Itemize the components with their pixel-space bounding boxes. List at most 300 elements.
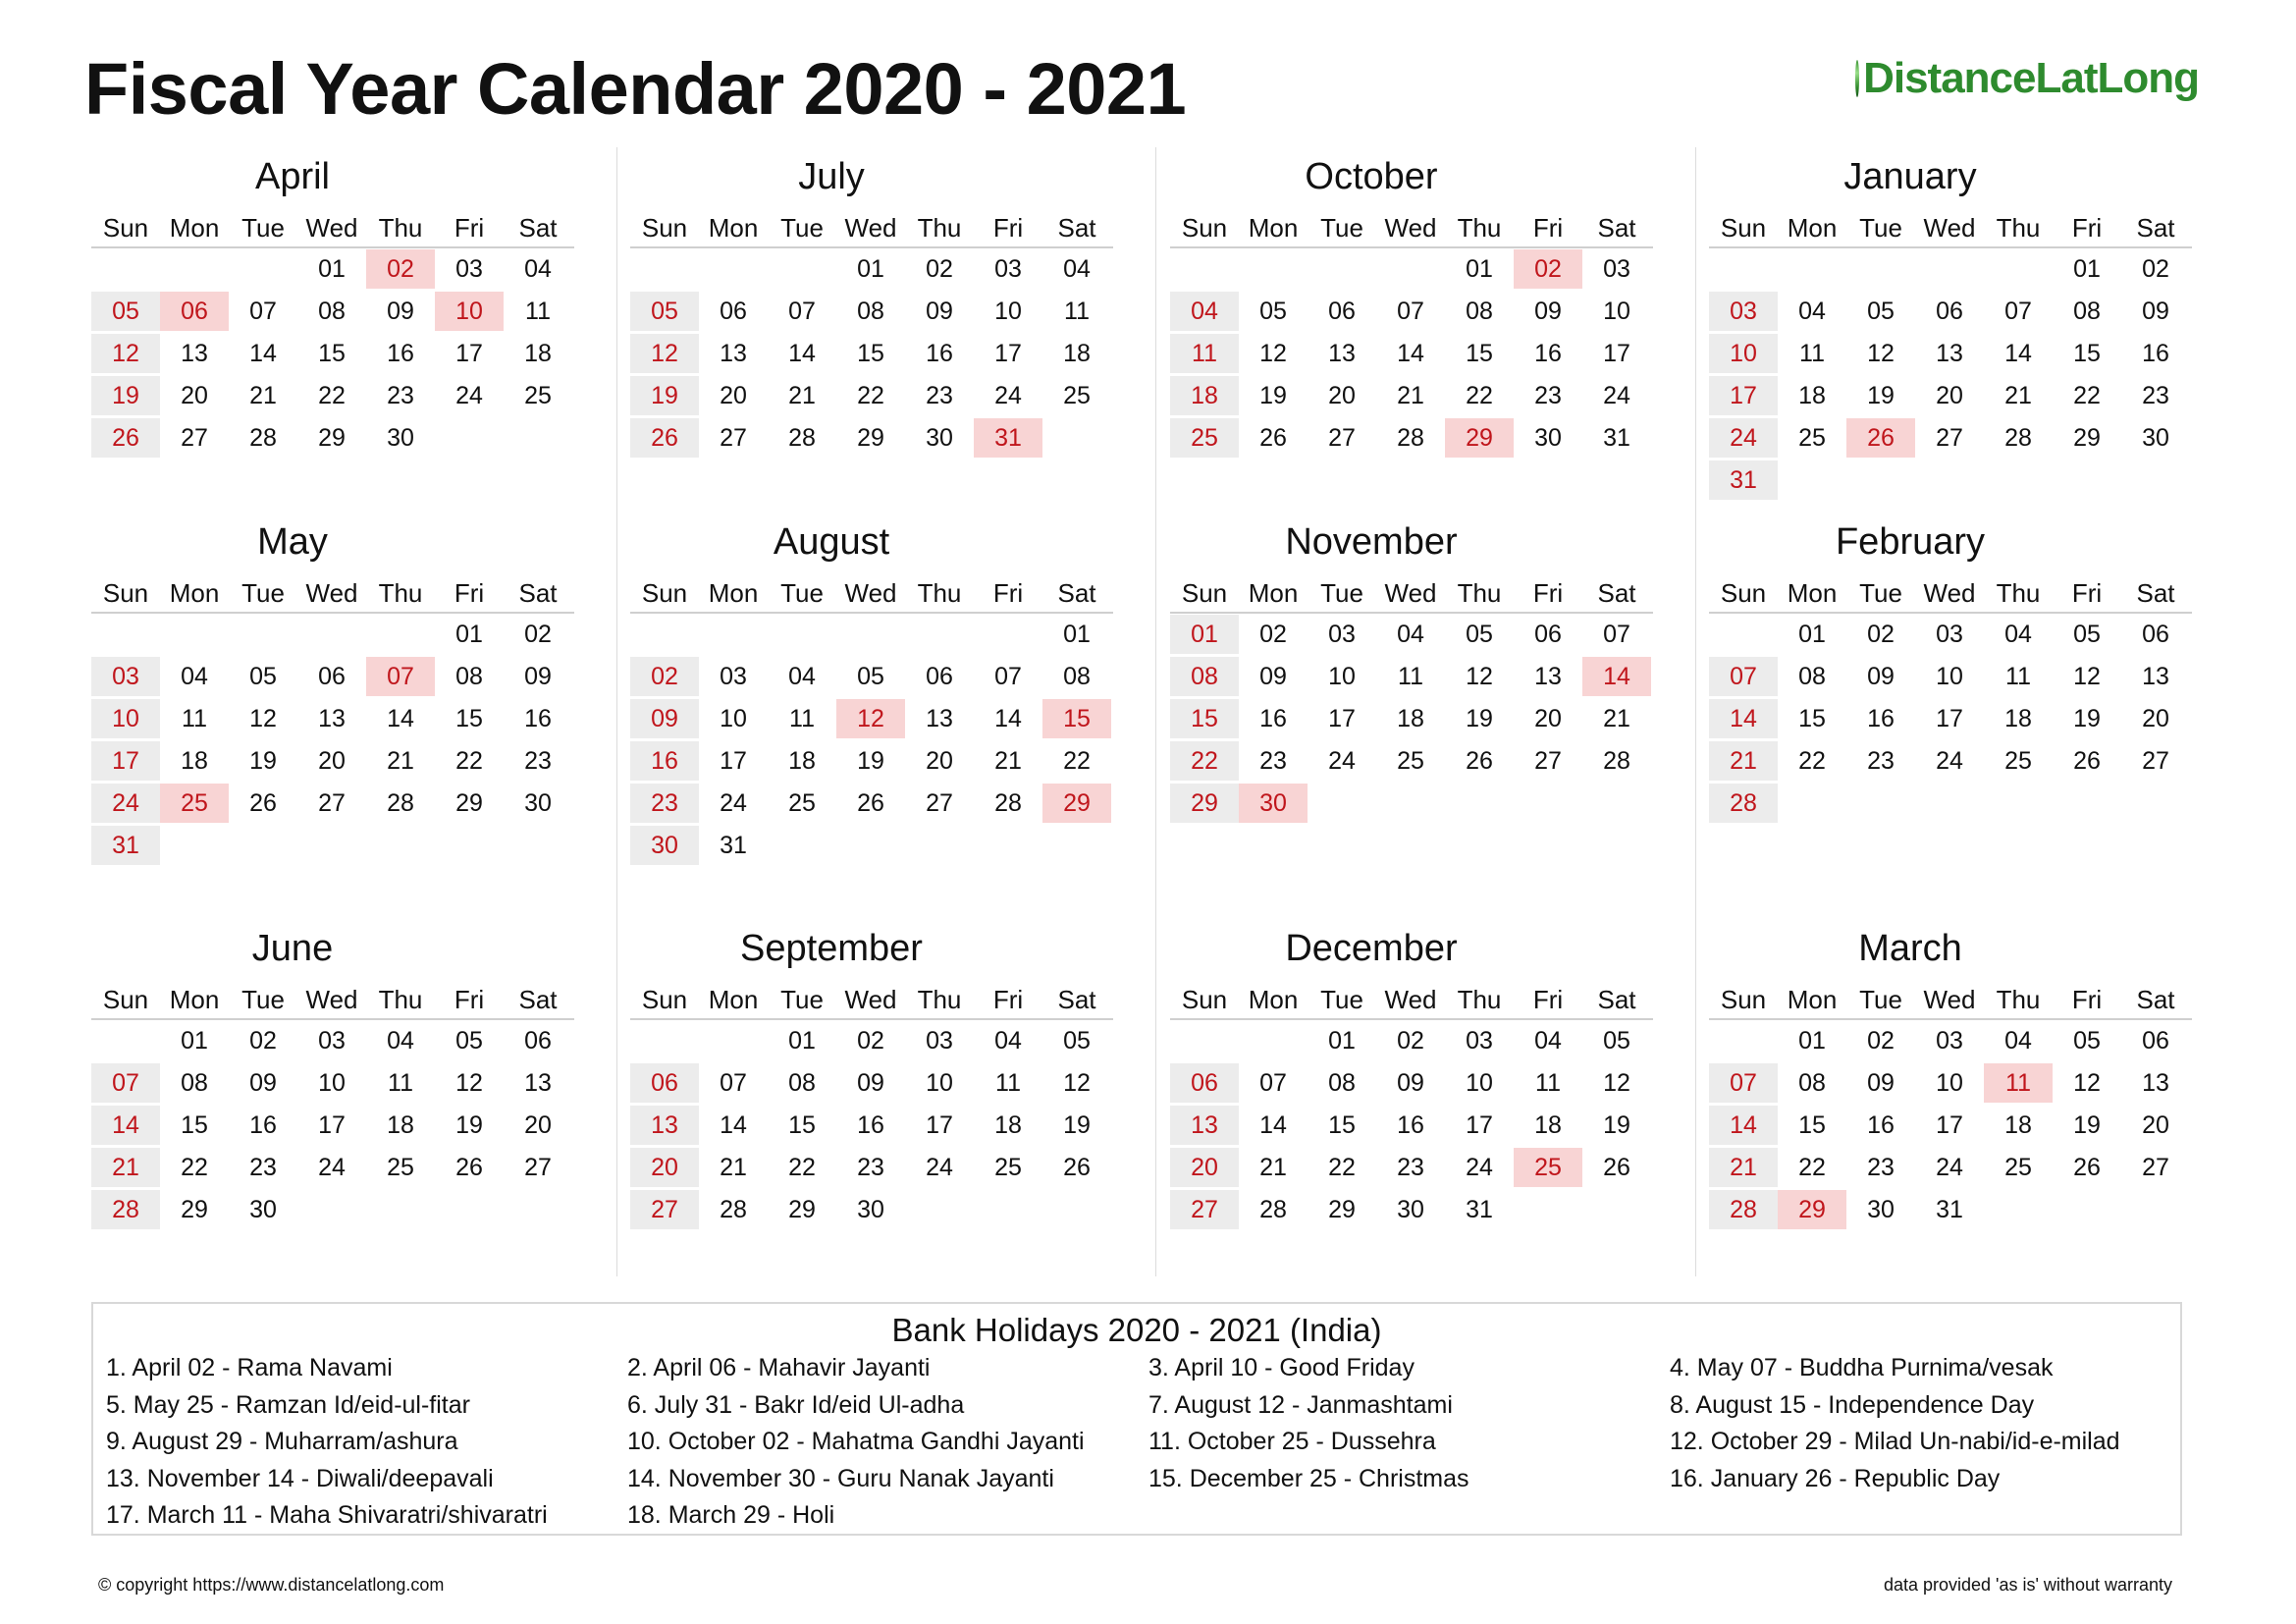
date-cell: 21	[91, 1148, 160, 1187]
date-cell: 31	[1936, 1196, 1963, 1223]
column-divider	[616, 147, 617, 1276]
date-cell: 01	[1466, 255, 1493, 283]
date-cell: 20	[1936, 382, 1963, 409]
holiday-date-cell: 31	[974, 418, 1042, 458]
weekday-label: Sun	[1181, 213, 1228, 243]
date-cell: 26	[630, 418, 699, 458]
weekday-label: Fri	[454, 985, 485, 1014]
weekday-label: Sat	[518, 578, 558, 608]
weekday-label: Sun	[102, 213, 149, 243]
month-name: December	[1285, 928, 1458, 969]
weekday-label: Thu	[378, 213, 423, 243]
date-cell: 01	[455, 621, 483, 648]
date-cell: 14	[1709, 699, 1778, 738]
holiday-list-item: 16. January 26 - Republic Day	[1670, 1464, 2001, 1492]
weekday-label: Thu	[1457, 985, 1502, 1014]
date-cell: 02	[524, 621, 552, 648]
date-cell: 09	[2142, 298, 2169, 325]
date-cell: 27	[1534, 747, 1562, 775]
date-cell: 24	[1936, 747, 1963, 775]
date-cell: 15	[857, 340, 884, 367]
holiday-date-cell: 29	[1042, 784, 1111, 823]
date-cell: 15	[1170, 699, 1239, 738]
date-cell: 04	[1798, 298, 1826, 325]
date-cell: 19	[2073, 705, 2101, 732]
weekday-label: Wed	[844, 213, 897, 243]
weekday-label: Thu	[1996, 985, 2041, 1014]
weekday-label: Fri	[2071, 578, 2103, 608]
date-cell: 19	[2073, 1111, 2101, 1139]
date-cell: 20	[2142, 1111, 2169, 1139]
date-cell: 18	[1798, 382, 1826, 409]
date-cell: 14	[788, 340, 816, 367]
date-cell: 23	[1867, 1154, 1895, 1181]
weekday-label: Wed	[305, 578, 358, 608]
weekday-label: Wed	[1923, 578, 1976, 608]
date-cell: 20	[1170, 1148, 1239, 1187]
date-cell: 08	[1798, 663, 1826, 690]
date-cell: 03	[1603, 255, 1630, 283]
date-cell: 10	[720, 705, 747, 732]
date-cell: 26	[1603, 1154, 1630, 1181]
date-cell: 17	[1603, 340, 1630, 367]
date-cell: 13	[2142, 1069, 2169, 1097]
column-divider	[1695, 147, 1696, 1276]
date-cell: 01	[857, 255, 884, 283]
date-cell: 28	[2004, 424, 2032, 452]
date-cell: 18	[2004, 1111, 2032, 1139]
weekday-label: Thu	[378, 578, 423, 608]
holiday-list-item: 15. December 25 - Christmas	[1148, 1464, 1469, 1492]
date-cell: 26	[2073, 747, 2101, 775]
date-cell: 28	[1397, 424, 1424, 452]
date-cell: 13	[926, 705, 953, 732]
weekday-label: Thu	[917, 213, 962, 243]
date-cell: 25	[1170, 418, 1239, 458]
date-cell: 17	[91, 741, 160, 781]
date-cell: 06	[524, 1027, 552, 1055]
weekday-label: Wed	[1923, 213, 1976, 243]
date-cell: 09	[1534, 298, 1562, 325]
date-cell: 22	[455, 747, 483, 775]
date-cell: 27	[630, 1190, 699, 1229]
date-cell: 24	[1603, 382, 1630, 409]
distancelatlong-logo[interactable]	[1855, 39, 2199, 118]
weekday-label: Fri	[992, 578, 1024, 608]
copyright-text: © copyright https://www.distancelatlong.com	[98, 1575, 445, 1595]
date-cell: 07	[91, 1063, 160, 1103]
date-cell: 13	[318, 705, 346, 732]
holiday-list-item: 4. May 07 - Buddha Purnima/vesak	[1670, 1354, 2054, 1381]
date-cell: 05	[1867, 298, 1895, 325]
weekday-label: Sat	[2136, 578, 2175, 608]
date-cell: 17	[1936, 1111, 1963, 1139]
date-cell: 09	[524, 663, 552, 690]
holiday-date-cell: 25	[1514, 1148, 1582, 1187]
date-cell: 11	[1535, 1069, 1561, 1097]
date-cell: 29	[2073, 424, 2101, 452]
date-cell: 22	[1798, 1154, 1826, 1181]
date-cell: 02	[2142, 255, 2169, 283]
date-cell: 25	[2004, 1154, 2032, 1181]
date-cell: 27	[1328, 424, 1356, 452]
weekday-label: Mon	[1787, 578, 1838, 608]
date-cell: 16	[630, 741, 699, 781]
date-cell: 08	[318, 298, 346, 325]
bank-holidays-title: Bank Holidays 2020 - 2021 (India)	[891, 1312, 1382, 1348]
date-cell: 19	[1259, 382, 1287, 409]
date-cell: 06	[2142, 621, 2169, 648]
date-cell: 30	[926, 424, 953, 452]
date-cell: 07	[2004, 298, 2032, 325]
date-cell: 04	[788, 663, 816, 690]
date-cell: 04	[1397, 621, 1424, 648]
date-cell: 06	[318, 663, 346, 690]
date-cell: 08	[1063, 663, 1091, 690]
holiday-list-item: 11. October 25 - Dussehra	[1148, 1428, 1436, 1455]
date-cell: 15	[1798, 705, 1826, 732]
holiday-date-cell: 11	[1984, 1063, 2053, 1103]
globe-icon	[1855, 60, 1859, 97]
weekday-label: Mon	[1248, 578, 1299, 608]
weekday-label: Fri	[454, 213, 485, 243]
holiday-date-cell: 14	[1582, 657, 1651, 696]
date-cell: 27	[1936, 424, 1963, 452]
date-cell: 23	[524, 747, 552, 775]
date-cell: 01	[1798, 621, 1826, 648]
date-cell: 12	[455, 1069, 483, 1097]
date-cell: 17	[1936, 705, 1963, 732]
date-cell: 31	[1466, 1196, 1493, 1223]
weekday-header-row	[1709, 576, 2192, 614]
date-cell: 15	[455, 705, 483, 732]
logo-text: DistanceLatLong	[1863, 54, 2199, 102]
date-cell: 08	[1328, 1069, 1356, 1097]
date-cell: 05	[1603, 1027, 1630, 1055]
date-cell: 13	[181, 340, 208, 367]
date-cell: 13	[630, 1106, 699, 1145]
holiday-list-item: 18. March 29 - Holi	[627, 1501, 835, 1529]
date-cell: 29	[455, 789, 483, 817]
date-cell: 27	[2142, 1154, 2169, 1181]
date-cell: 17	[455, 340, 483, 367]
date-cell: 29	[181, 1196, 208, 1223]
month-name: August	[773, 521, 890, 563]
date-cell: 03	[1936, 1027, 1963, 1055]
date-cell: 03	[1328, 621, 1356, 648]
month-name: November	[1285, 521, 1458, 563]
holiday-date-cell: 29	[1778, 1190, 1846, 1229]
date-cell: 01	[1328, 1027, 1356, 1055]
weekday-label: Tue	[780, 985, 824, 1014]
date-cell: 14	[1709, 1106, 1778, 1145]
weekday-label: Sat	[1597, 578, 1636, 608]
date-cell: 10	[1328, 663, 1356, 690]
date-cell: 21	[249, 382, 277, 409]
date-cell: 24	[455, 382, 483, 409]
date-cell: 22	[2073, 382, 2101, 409]
date-cell: 14	[2004, 340, 2032, 367]
date-cell: 30	[249, 1196, 277, 1223]
date-cell: 13	[1936, 340, 1963, 367]
date-cell: 22	[1466, 382, 1493, 409]
date-cell: 25	[524, 382, 552, 409]
date-cell: 28	[1259, 1196, 1287, 1223]
date-cell: 02	[1259, 621, 1287, 648]
weekday-label: Sat	[518, 213, 558, 243]
date-cell: 21	[2004, 382, 2032, 409]
date-cell: 30	[1867, 1196, 1895, 1223]
date-cell: 16	[387, 340, 414, 367]
weekday-label: Tue	[241, 213, 285, 243]
weekday-label: Fri	[1532, 985, 1564, 1014]
date-cell: 12	[91, 334, 160, 373]
weekday-label: Mon	[708, 578, 759, 608]
date-cell: 06	[630, 1063, 699, 1103]
date-cell: 31	[91, 826, 160, 865]
date-cell: 04	[387, 1027, 414, 1055]
date-cell: 11	[525, 298, 551, 325]
date-cell: 29	[857, 424, 884, 452]
holiday-list-item: 7. August 12 - Janmashtami	[1148, 1390, 1453, 1419]
date-cell: 10	[1603, 298, 1630, 325]
weekday-label: Fri	[1532, 213, 1564, 243]
weekday-label: Tue	[1859, 985, 1902, 1014]
holiday-date-cell: 12	[836, 699, 905, 738]
date-cell: 07	[1709, 657, 1778, 696]
month-name: July	[798, 156, 865, 197]
weekday-label: Sat	[2136, 213, 2175, 243]
holiday-list-item: 1. April 02 - Rama Navami	[106, 1354, 393, 1381]
date-cell: 15	[318, 340, 346, 367]
date-cell: 09	[1867, 1069, 1895, 1097]
weekday-label: Thu	[1457, 578, 1502, 608]
date-cell: 22	[318, 382, 346, 409]
date-cell: 18	[1170, 376, 1239, 415]
date-cell: 19	[91, 376, 160, 415]
date-cell: 29	[788, 1196, 816, 1223]
date-cell: 03	[1936, 621, 1963, 648]
date-cell: 27	[318, 789, 346, 817]
weekday-header-row	[1170, 983, 1653, 1020]
date-cell: 29	[1170, 784, 1239, 823]
date-cell: 23	[249, 1154, 277, 1181]
date-cell: 10	[318, 1069, 346, 1097]
date-cell: 23	[1867, 747, 1895, 775]
date-cell: 02	[1397, 1027, 1424, 1055]
date-cell: 18	[387, 1111, 414, 1139]
date-cell: 30	[387, 424, 414, 452]
date-cell: 07	[1397, 298, 1424, 325]
holiday-date-cell: 26	[1846, 418, 1915, 458]
date-cell: 09	[249, 1069, 277, 1097]
date-cell: 21	[1259, 1154, 1287, 1181]
date-cell: 05	[2073, 1027, 2101, 1055]
date-cell: 22	[1328, 1154, 1356, 1181]
date-cell: 07	[249, 298, 277, 325]
date-cell: 17	[318, 1111, 346, 1139]
date-cell: 20	[720, 382, 747, 409]
month-name: May	[257, 521, 328, 563]
date-cell: 17	[720, 747, 747, 775]
date-cell: 22	[1170, 741, 1239, 781]
bank-holidays-panel	[91, 1302, 2182, 1536]
weekday-label: Mon	[169, 985, 220, 1014]
date-cell: 01	[318, 255, 346, 283]
date-cell: 06	[720, 298, 747, 325]
date-cell: 13	[1534, 663, 1562, 690]
date-cell: 08	[1798, 1069, 1826, 1097]
date-cell: 05	[1063, 1027, 1091, 1055]
weekday-label: Wed	[1923, 985, 1976, 1014]
date-cell: 28	[249, 424, 277, 452]
date-cell: 05	[630, 292, 699, 331]
date-cell: 03	[1466, 1027, 1493, 1055]
date-cell: 24	[318, 1154, 346, 1181]
holiday-list-item: 8. August 15 - Independence Day	[1670, 1390, 2035, 1419]
date-cell: 16	[2142, 340, 2169, 367]
date-cell: 19	[1063, 1111, 1091, 1139]
weekday-label: Thu	[1996, 578, 2041, 608]
date-cell: 25	[387, 1154, 414, 1181]
date-cell: 04	[524, 255, 552, 283]
weekday-label: Tue	[780, 213, 824, 243]
date-cell: 03	[926, 1027, 953, 1055]
weekday-header-row	[91, 983, 574, 1020]
date-cell: 13	[2142, 663, 2169, 690]
date-cell: 02	[1867, 1027, 1895, 1055]
date-cell: 13	[1170, 1106, 1239, 1145]
weekday-label: Sat	[1597, 213, 1636, 243]
disclaimer-text: data provided 'as is' without warranty	[1883, 1575, 2172, 1595]
date-cell: 26	[455, 1154, 483, 1181]
date-cell: 03	[1709, 292, 1778, 331]
date-cell: 15	[1798, 1111, 1826, 1139]
weekday-label: Tue	[1859, 213, 1902, 243]
weekday-header-row	[91, 576, 574, 614]
date-cell: 09	[630, 699, 699, 738]
date-cell: 17	[1328, 705, 1356, 732]
date-cell: 23	[630, 784, 699, 823]
date-cell: 17	[926, 1111, 953, 1139]
date-cell: 22	[1063, 747, 1091, 775]
date-cell: 09	[387, 298, 414, 325]
date-cell: 21	[720, 1154, 747, 1181]
weekday-label: Tue	[1320, 985, 1363, 1014]
date-cell: 18	[1534, 1111, 1562, 1139]
date-cell: 19	[1603, 1111, 1630, 1139]
weekday-label: Fri	[992, 213, 1024, 243]
date-cell: 22	[788, 1154, 816, 1181]
date-cell: 09	[1867, 663, 1895, 690]
date-cell: 15	[788, 1111, 816, 1139]
weekday-label: Tue	[1320, 578, 1363, 608]
date-cell: 28	[994, 789, 1022, 817]
weekday-label: Tue	[241, 985, 285, 1014]
date-cell: 20	[1534, 705, 1562, 732]
date-cell: 23	[1397, 1154, 1424, 1181]
date-cell: 30	[2142, 424, 2169, 452]
date-cell: 15	[181, 1111, 208, 1139]
weekday-label: Tue	[1320, 213, 1363, 243]
date-cell: 16	[1397, 1111, 1424, 1139]
date-cell: 05	[455, 1027, 483, 1055]
date-cell: 31	[720, 832, 747, 859]
date-cell: 11	[789, 705, 815, 732]
date-cell: 18	[994, 1111, 1022, 1139]
weekday-header-row	[630, 576, 1113, 614]
date-cell: 10	[994, 298, 1022, 325]
date-cell: 31	[1709, 460, 1778, 500]
date-cell: 11	[1170, 334, 1239, 373]
weekday-label: Thu	[378, 985, 423, 1014]
date-cell: 01	[181, 1027, 208, 1055]
date-cell: 04	[1063, 255, 1091, 283]
weekday-label: Sun	[1720, 985, 1767, 1014]
date-cell: 03	[720, 663, 747, 690]
date-cell: 12	[2073, 663, 2101, 690]
date-cell: 21	[387, 747, 414, 775]
weekday-label: Mon	[1787, 985, 1838, 1014]
weekday-label: Sun	[102, 985, 149, 1014]
date-cell: 31	[1603, 424, 1630, 452]
date-cell: 19	[1466, 705, 1493, 732]
date-cell: 24	[91, 784, 160, 823]
date-cell: 03	[994, 255, 1022, 283]
holiday-list-item: 3. April 10 - Good Friday	[1148, 1354, 1415, 1381]
date-cell: 28	[788, 424, 816, 452]
date-cell: 23	[387, 382, 414, 409]
date-cell: 12	[249, 705, 277, 732]
date-cell: 21	[1709, 741, 1778, 781]
date-cell: 14	[91, 1106, 160, 1145]
weekday-header-row	[630, 211, 1113, 248]
date-cell: 11	[182, 705, 207, 732]
date-cell: 12	[1603, 1069, 1630, 1097]
date-cell: 20	[2142, 705, 2169, 732]
date-cell: 19	[455, 1111, 483, 1139]
page-title: Fiscal Year Calendar 2020 - 2021	[84, 48, 1187, 130]
date-cell: 27	[926, 789, 953, 817]
date-cell: 14	[387, 705, 414, 732]
holiday-date-cell: 30	[1239, 784, 1308, 823]
date-cell: 20	[1328, 382, 1356, 409]
date-cell: 18	[1397, 705, 1424, 732]
weekday-label: Sat	[1057, 578, 1096, 608]
weekday-label: Wed	[844, 985, 897, 1014]
date-cell: 28	[1603, 747, 1630, 775]
date-cell: 01	[788, 1027, 816, 1055]
date-cell: 06	[2142, 1027, 2169, 1055]
date-cell: 11	[2005, 663, 2031, 690]
date-cell: 28	[1709, 1190, 1778, 1229]
date-cell: 01	[1063, 621, 1091, 648]
date-cell: 26	[857, 789, 884, 817]
date-cell: 06	[926, 663, 953, 690]
date-cell: 16	[1867, 705, 1895, 732]
date-cell: 04	[994, 1027, 1022, 1055]
weekday-header-row	[1709, 211, 2192, 248]
date-cell: 04	[1534, 1027, 1562, 1055]
date-cell: 03	[455, 255, 483, 283]
month-name: March	[1858, 928, 1962, 969]
column-divider	[1155, 147, 1156, 1276]
holiday-date-cell: 29	[1445, 418, 1514, 458]
weekday-label: Thu	[1996, 213, 2041, 243]
holiday-list-item: 6. July 31 - Bakr Id/eid Ul-adha	[627, 1390, 965, 1419]
weekday-label: Thu	[1457, 213, 1502, 243]
date-cell: 09	[857, 1069, 884, 1097]
